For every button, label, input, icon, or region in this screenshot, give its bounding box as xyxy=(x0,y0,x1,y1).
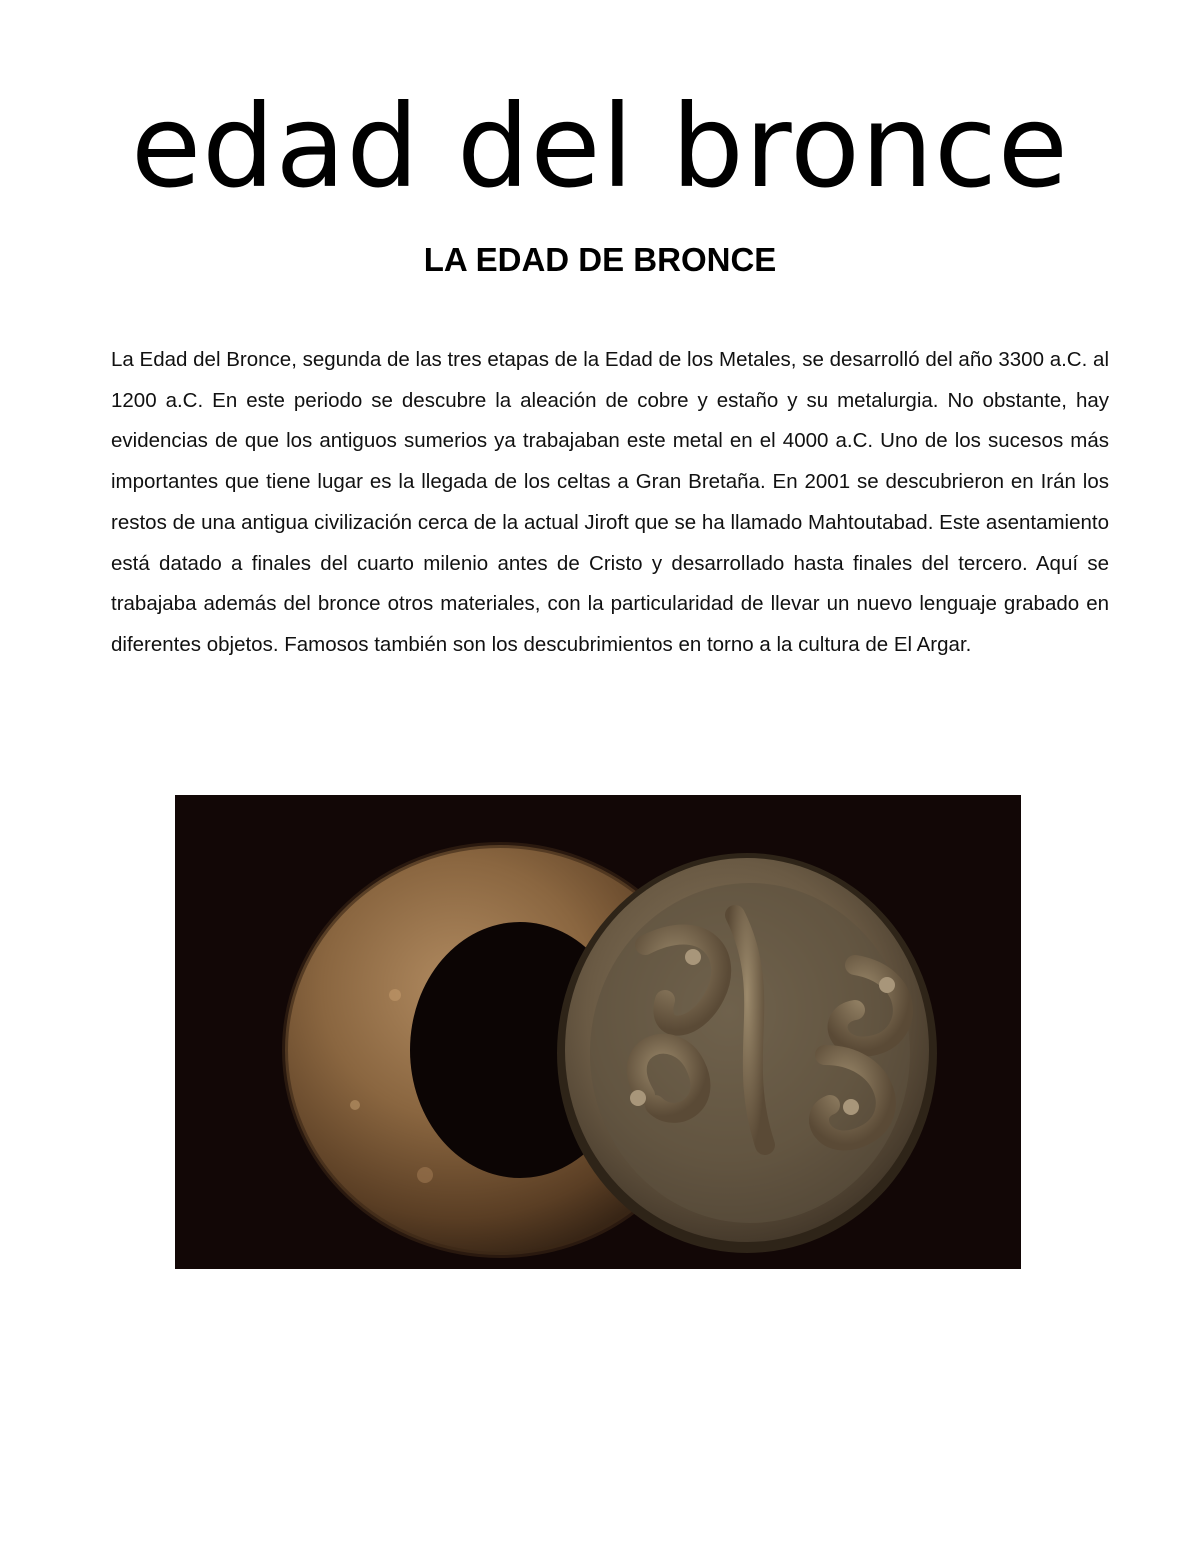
body-paragraph: La Edad del Bronce, segunda de las tres etapas de la Edad de los Metales, se desarrolló del año 3300 a.C. al 1200 a.C. En este periodo se descubre la aleación de cobre y estaño y su metalurgia. No obstante, hay evidencias de que los antiguos sumerios ya trabajaban este metal en el 4000 a.C. Uno de los sucesos más importantes que tiene lugar es la llegada de los celtas a Gran Bretaña. En 2001 se descubrieron en Irán los restos de una antigua civilización cerca de la actual Jiroft que se ha llamado Mahtoutabad. Este asentamiento está datado a finales del cuarto milenio antes de Cristo y desarrollado hasta finales del tercero. Aquí se trabajaba además del bronce otros materiales, con la particularidad de llevar un nuevo lenguaje grabado en diferentes objetos. Famosos también son los descubrimientos en torno a la cultura de El Argar. xyxy=(111,348,1109,656)
bronze-disc xyxy=(557,853,937,1253)
bronze-artifact-photo xyxy=(175,795,1021,1269)
section-heading: LA EDAD DE BRONCE xyxy=(423,241,777,278)
page-title: edad del bronce xyxy=(131,80,1069,213)
